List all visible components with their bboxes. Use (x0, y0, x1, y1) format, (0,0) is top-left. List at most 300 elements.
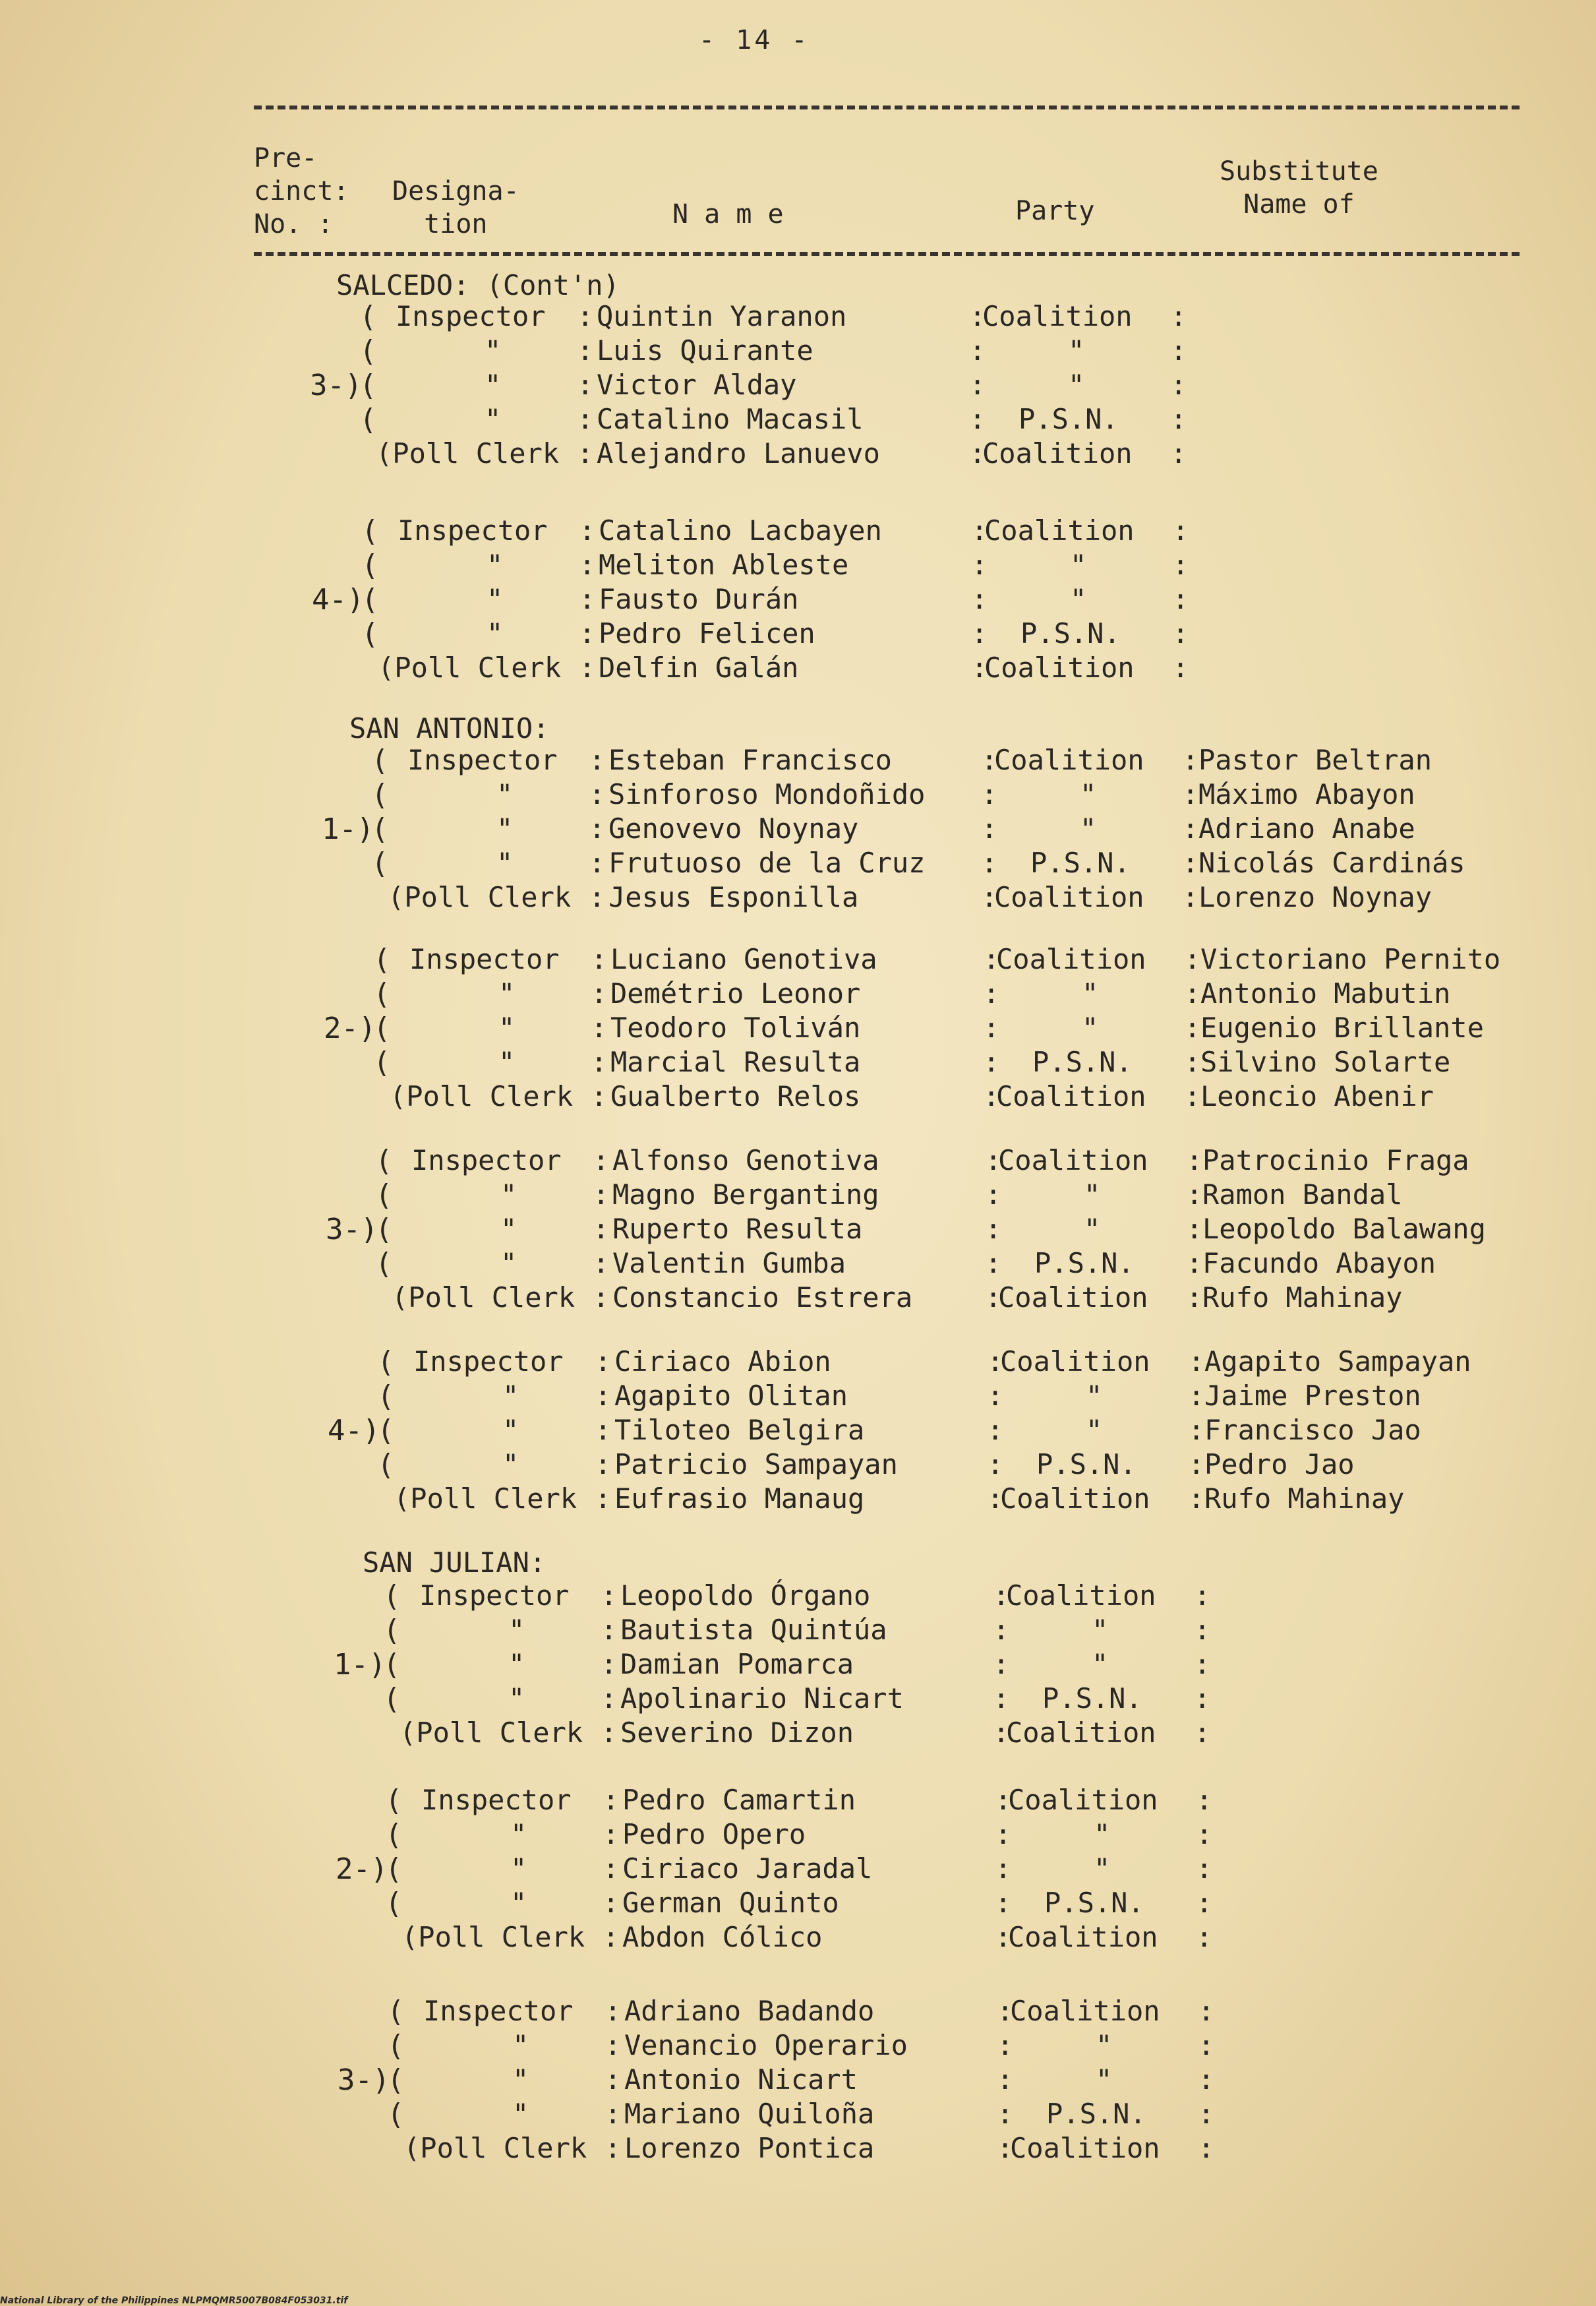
row-separator: : (1170, 403, 1187, 435)
row-separator: : (589, 778, 606, 810)
row-separator: : (985, 1178, 1002, 1211)
row-designation: " (498, 977, 516, 1010)
row-separator: : (603, 1921, 620, 1953)
row-party: Coalition (982, 300, 1133, 332)
row-name: Valentin Gumba (612, 1247, 846, 1279)
row-separator: : (579, 617, 596, 650)
row-separator: : (1188, 1482, 1205, 1515)
row-separator: : (595, 1448, 612, 1480)
row-substitute: Rufo Mahinay (1204, 1482, 1405, 1515)
row-designation: Inspector (419, 1579, 570, 1612)
row-separator: : (577, 369, 594, 401)
row-separator: : (1172, 583, 1189, 615)
bracket: ( (375, 1247, 393, 1281)
row-separator: : (997, 1995, 1014, 2027)
row-separator: : (971, 514, 988, 547)
row-substitute: Victoriano Pernito (1200, 943, 1501, 975)
row-separator: : (1188, 1380, 1205, 1412)
precinct-number: 2-) (336, 1852, 388, 1886)
row-separator: : (593, 1213, 610, 1245)
row-designation: (Poll Clerk (401, 1921, 585, 1953)
row-separator: : (983, 1046, 1000, 1078)
row-designation: " (498, 1012, 516, 1044)
row-designation: " (485, 334, 502, 367)
row-separator: : (971, 549, 988, 581)
row-separator: : (985, 1213, 1002, 1245)
bracket: ( (375, 1213, 393, 1246)
row-party: " (1094, 1818, 1111, 1850)
row-separator: : (591, 977, 608, 1010)
row-separator: : (971, 617, 988, 650)
precinct-number: 3-) (326, 1213, 378, 1246)
row-party: P.S.N. (1036, 1448, 1137, 1480)
row-name: Victor Alday (597, 369, 797, 401)
row-separator: : (591, 943, 608, 975)
row-party: " (1082, 977, 1099, 1010)
row-designation: (Poll Clerk (390, 1080, 574, 1112)
row-name: Antonio Nicart (624, 2063, 858, 2096)
row-separator: : (1196, 1887, 1213, 1919)
row-separator: : (1188, 1414, 1205, 1446)
row-party: P.S.N. (1044, 1887, 1144, 1919)
row-name: Apolinario Nicart (620, 1682, 904, 1714)
bracket: ( (361, 549, 379, 582)
row-separator: : (983, 943, 1000, 975)
row-name: Damian Pomarca (620, 1648, 854, 1680)
row-name: Ciriaco Abion (614, 1345, 831, 1378)
row-substitute: Francisco Jao (1204, 1414, 1421, 1446)
row-designation: Inspector (396, 300, 546, 332)
row-separator: : (1196, 1818, 1213, 1850)
row-designation: " (496, 847, 514, 879)
row-separator: : (1198, 2029, 1215, 2061)
row-designation: (Poll Clerk (394, 1482, 577, 1515)
row-separator: : (589, 847, 606, 879)
row-separator: : (1184, 977, 1201, 1010)
row-name: Ruperto Resulta (612, 1213, 863, 1245)
row-separator: : (1184, 943, 1201, 975)
row-separator: : (595, 1380, 612, 1412)
header-designation: Designa- tion (392, 176, 519, 239)
row-separator: : (589, 744, 606, 776)
row-designation: " (496, 778, 514, 810)
row-separator: : (981, 778, 998, 810)
row-name: Agapito Olitan (614, 1380, 848, 1412)
bracket: ( (387, 2063, 405, 2097)
row-separator: : (589, 881, 606, 913)
row-name: Esteban Francisco (608, 744, 892, 776)
row-party: " (1080, 778, 1097, 810)
row-designation: " (502, 1380, 519, 1412)
row-substitute: Nicolás Cardinás (1198, 847, 1465, 879)
precinct-number: 3-) (310, 369, 363, 402)
header-party: Party (1015, 196, 1095, 226)
row-separator: : (593, 1144, 610, 1176)
bracket: ( (373, 943, 391, 977)
row-separator: : (1186, 1213, 1203, 1245)
row-separator: : (985, 1144, 1002, 1176)
row-separator: : (1170, 300, 1187, 332)
precinct-number: 2-) (324, 1012, 376, 1045)
row-substitute: Adriano Anabe (1198, 812, 1415, 845)
row-separator: : (591, 1046, 608, 1078)
bracket: ( (371, 812, 389, 846)
row-name: Delfin Galán (599, 652, 799, 684)
header-precinct: Pre- cinct: No. : (254, 143, 349, 239)
row-name: Adriano Badando (624, 1995, 875, 2027)
row-party: Coalition (1006, 1579, 1156, 1612)
row-substitute: Leopoldo Balawang (1202, 1213, 1486, 1245)
row-designation: " (500, 1213, 517, 1245)
row-designation: " (498, 1046, 516, 1078)
row-name: Meliton Ableste (599, 549, 849, 581)
row-separator: : (1186, 1144, 1203, 1176)
row-separator: : (595, 1414, 612, 1446)
row-separator: : (971, 652, 988, 684)
row-designation: " (508, 1614, 525, 1646)
bracket: ( (385, 1818, 403, 1852)
row-separator: : (1188, 1345, 1205, 1378)
row-designation: " (496, 812, 514, 845)
row-separator: : (579, 583, 596, 615)
bracket: ( (385, 1784, 403, 1817)
row-substitute: Eugenio Brillante (1200, 1012, 1484, 1044)
row-separator: : (987, 1414, 1004, 1446)
row-separator: : (601, 1648, 618, 1680)
row-separator: : (593, 1247, 610, 1279)
bracket: ( (371, 847, 389, 880)
row-name: Severino Dizon (620, 1716, 854, 1749)
bracket: ( (375, 1178, 393, 1212)
row-designation: " (485, 403, 502, 435)
row-separator: : (993, 1579, 1010, 1612)
row-party: Coalition (998, 1281, 1148, 1314)
row-separator: : (1194, 1614, 1211, 1646)
row-separator: : (983, 1012, 1000, 1044)
row-separator: : (993, 1614, 1010, 1646)
header-substitute: Substitute Name of (1220, 156, 1378, 220)
row-separator: : (591, 1080, 608, 1112)
row-separator: : (987, 1345, 1004, 1378)
bracket: ( (377, 1414, 395, 1447)
row-name: Venancio Operario (624, 2029, 908, 2061)
row-designation: (Poll Clerk (392, 1281, 576, 1314)
row-separator: : (1172, 652, 1189, 684)
row-name: German Quinto (622, 1887, 839, 1919)
row-party: " (1080, 812, 1097, 845)
row-separator: : (985, 1247, 1002, 1279)
row-party: Coalition (998, 1144, 1148, 1176)
bracket: ( (387, 2098, 405, 2131)
row-party: " (1096, 2063, 1113, 2096)
row-separator: : (987, 1482, 1004, 1515)
row-separator: : (981, 881, 998, 913)
row-party: " (1070, 583, 1087, 615)
row-substitute: Patrocinio Fraga (1202, 1144, 1469, 1176)
row-designation: (Poll Clerk (388, 881, 572, 913)
row-substitute: Jaime Preston (1204, 1380, 1421, 1412)
bracket: ( (383, 1614, 401, 1647)
bracket: ( (373, 1046, 391, 1079)
row-substitute: Silvino Solarte (1200, 1046, 1451, 1078)
row-designation: Inspector (409, 943, 560, 975)
row-separator: : (601, 1682, 618, 1714)
row-separator: : (605, 2029, 622, 2061)
row-separator: : (1170, 334, 1187, 367)
row-separator: : (971, 583, 988, 615)
row-separator: : (603, 1887, 620, 1919)
row-party: P.S.N. (1030, 847, 1131, 879)
row-name: Genovevo Noynay (608, 812, 859, 845)
row-separator: : (1188, 1448, 1205, 1480)
row-separator: : (1170, 369, 1187, 401)
row-party: P.S.N. (1032, 1046, 1133, 1078)
bracket: ( (377, 1380, 395, 1413)
row-separator: : (605, 2098, 622, 2130)
row-designation: Inspector (411, 1144, 562, 1176)
row-separator: : (987, 1380, 1004, 1412)
row-substitute: Leoncio Abenir (1200, 1080, 1434, 1112)
row-party: Coalition (982, 437, 1133, 470)
bracket: ( (385, 1852, 403, 1886)
row-separator: : (1196, 1852, 1213, 1885)
row-separator: : (997, 2063, 1014, 2096)
bracket: ( (387, 1995, 405, 2028)
row-party: " (1092, 1648, 1109, 1680)
row-party: P.S.N. (1046, 2098, 1146, 2130)
row-separator: : (1198, 1995, 1215, 2027)
row-separator: : (969, 300, 986, 332)
row-substitute: Facundo Abayon (1202, 1247, 1436, 1279)
row-party: " (1068, 369, 1085, 401)
row-name: Jesus Esponilla (608, 881, 859, 913)
row-name: Magno Berganting (612, 1178, 879, 1211)
row-name: Tiloteo Belgira (614, 1414, 865, 1446)
row-separator: : (595, 1482, 612, 1515)
row-name: Patricio Sampayan (614, 1448, 898, 1480)
precinct-number: 4-) (312, 583, 365, 617)
row-designation: " (508, 1648, 525, 1680)
row-name: Ciriaco Jaradal (622, 1852, 873, 1885)
row-separator: : (1186, 1247, 1203, 1279)
row-separator: : (987, 1448, 1004, 1480)
row-separator: : (577, 334, 594, 367)
row-separator: : (1182, 744, 1199, 776)
row-designation: (Poll Clerk (403, 2132, 587, 2164)
row-separator: : (1170, 437, 1187, 470)
bracket: ( (359, 369, 377, 402)
row-separator: : (969, 437, 986, 470)
row-designation: " (500, 1247, 517, 1279)
row-party: " (1094, 1852, 1111, 1885)
precinct-number: 1-) (322, 812, 374, 846)
row-designation: " (487, 549, 504, 581)
row-party: " (1068, 334, 1085, 367)
row-substitute: Rufo Mahinay (1202, 1281, 1403, 1314)
row-party: P.S.N. (1042, 1682, 1142, 1714)
row-separator: : (605, 1995, 622, 2027)
row-name: Abdon Cólico (622, 1921, 823, 1953)
header-name: N a m e (672, 199, 784, 229)
row-name: Pedro Opero (622, 1818, 806, 1850)
row-separator: : (1172, 617, 1189, 650)
row-party: Coalition (1000, 1482, 1150, 1515)
row-separator: : (993, 1716, 1010, 1749)
row-separator: : (1182, 881, 1199, 913)
row-substitute: Agapito Sampayan (1204, 1345, 1471, 1378)
bracket: ( (371, 744, 389, 777)
bracket: ( (359, 300, 377, 334)
row-substitute: Máximo Abayon (1198, 778, 1415, 810)
precinct-number: 3-) (338, 2063, 390, 2097)
row-separator: : (1194, 1716, 1211, 1749)
row-name: Pedro Felicen (599, 617, 815, 650)
row-separator: : (995, 1818, 1012, 1850)
row-separator: : (1186, 1281, 1203, 1314)
precinct-number: 4-) (328, 1414, 380, 1447)
row-separator: : (603, 1852, 620, 1885)
row-party: Coalition (1010, 1995, 1160, 2027)
row-substitute: Lorenzo Noynay (1198, 881, 1433, 913)
row-separator: : (995, 1887, 1012, 1919)
row-name: Lorenzo Pontica (624, 2132, 875, 2164)
row-separator: : (589, 812, 606, 845)
row-designation: " (512, 2063, 529, 2096)
row-separator: : (603, 1784, 620, 1816)
row-name: Gualberto Relos (610, 1080, 861, 1112)
row-name: Luis Quirante (597, 334, 813, 367)
row-party: Coalition (996, 1080, 1146, 1112)
section-title: SAN ANTONIO: (349, 712, 550, 744)
row-party: Coalition (994, 744, 1144, 776)
row-designation: " (510, 1852, 527, 1885)
bracket: ( (383, 1579, 401, 1613)
row-party: Coalition (1000, 1345, 1150, 1378)
row-separator: : (605, 2132, 622, 2164)
row-name: Catalino Macasil (597, 403, 864, 435)
row-separator: : (997, 2029, 1014, 2061)
row-designation: " (510, 1818, 527, 1850)
row-designation: (Poll Clerk (378, 652, 562, 684)
row-party: " (1084, 1213, 1101, 1245)
bracket: ( (383, 1648, 401, 1682)
section-title: SALCEDO: (Cont'n) (336, 269, 620, 301)
row-separator: : (605, 2063, 622, 2096)
row-separator: : (601, 1614, 618, 1646)
row-separator: : (595, 1345, 612, 1378)
bracket: ( (373, 977, 391, 1011)
row-separator: : (601, 1579, 618, 1612)
row-separator: : (1194, 1682, 1211, 1714)
row-party: Coalition (984, 652, 1135, 684)
row-separator: : (1172, 514, 1189, 547)
row-separator: : (593, 1178, 610, 1211)
row-name: Luciano Genotiva (610, 943, 877, 975)
row-separator: : (981, 812, 998, 845)
row-separator: : (1182, 847, 1199, 879)
row-substitute: Pedro Jao (1204, 1448, 1355, 1480)
row-designation: " (487, 617, 504, 650)
row-designation: (Poll Clerk (399, 1716, 583, 1749)
row-party: Coalition (1008, 1921, 1158, 1953)
row-separator: : (997, 2098, 1014, 2130)
row-separator: : (579, 549, 596, 581)
row-name: Eufrasio Manaug (614, 1482, 865, 1515)
header-rule (254, 252, 1520, 256)
row-separator: : (1182, 812, 1199, 845)
row-separator: : (1184, 1080, 1201, 1112)
row-party: P.S.N. (1020, 617, 1121, 650)
row-party: Coalition (994, 881, 1144, 913)
row-separator: : (995, 1921, 1012, 1953)
row-designation: " (512, 2029, 529, 2061)
bracket: ( (385, 1887, 403, 1920)
row-designation: Inspector (413, 1345, 564, 1378)
bracket: ( (387, 2029, 405, 2063)
row-name: Bautista Quintúa (620, 1614, 887, 1646)
row-separator: : (981, 847, 998, 879)
row-name: Mariano Quiloña (624, 2098, 875, 2130)
row-separator: : (577, 300, 594, 332)
row-separator: : (983, 977, 1000, 1010)
bracket: ( (377, 1345, 395, 1379)
top-rule (254, 106, 1520, 109)
row-party: " (1086, 1380, 1103, 1412)
row-name: Alejandro Lanuevo (597, 437, 880, 470)
bracket: ( (377, 1448, 395, 1482)
row-separator: : (593, 1281, 610, 1314)
bracket: ( (361, 583, 379, 617)
row-name: Teodoro Toliván (610, 1012, 861, 1044)
row-designation: " (508, 1682, 525, 1714)
row-separator: : (577, 403, 594, 435)
bracket: ( (371, 778, 389, 812)
row-separator: : (1196, 1784, 1213, 1816)
row-separator: : (995, 1784, 1012, 1816)
row-separator: : (997, 2132, 1014, 2164)
row-substitute: Antonio Mabutin (1200, 977, 1451, 1010)
row-substitute: Ramon Bandal (1202, 1178, 1403, 1211)
row-party: Coalition (984, 514, 1135, 547)
row-designation: " (487, 583, 504, 615)
row-designation: Inspector (423, 1995, 574, 2027)
row-designation: (Poll Clerk (376, 437, 560, 470)
row-separator: : (983, 1080, 1000, 1112)
row-separator: : (995, 1852, 1012, 1885)
row-party: " (1092, 1614, 1109, 1646)
row-designation: " (500, 1178, 517, 1211)
row-separator: : (1194, 1579, 1211, 1612)
row-name: Marcial Resulta (610, 1046, 861, 1078)
row-separator: : (1198, 2063, 1215, 2096)
row-party: " (1086, 1414, 1103, 1446)
row-designation: Inspector (398, 514, 548, 547)
row-separator: : (579, 514, 596, 547)
row-separator: : (969, 369, 986, 401)
row-separator: : (603, 1818, 620, 1850)
row-separator: : (577, 437, 594, 470)
bracket: ( (359, 334, 377, 368)
row-designation: " (485, 369, 502, 401)
precinct-number: 1-) (334, 1648, 386, 1682)
row-party: Coalition (996, 943, 1146, 975)
row-separator: : (993, 1682, 1010, 1714)
row-separator: : (985, 1281, 1002, 1314)
row-separator: : (591, 1012, 608, 1044)
row-party: Coalition (1010, 2132, 1160, 2164)
row-party: " (1082, 1012, 1099, 1044)
row-name: Leopoldo Órgano (620, 1579, 871, 1612)
